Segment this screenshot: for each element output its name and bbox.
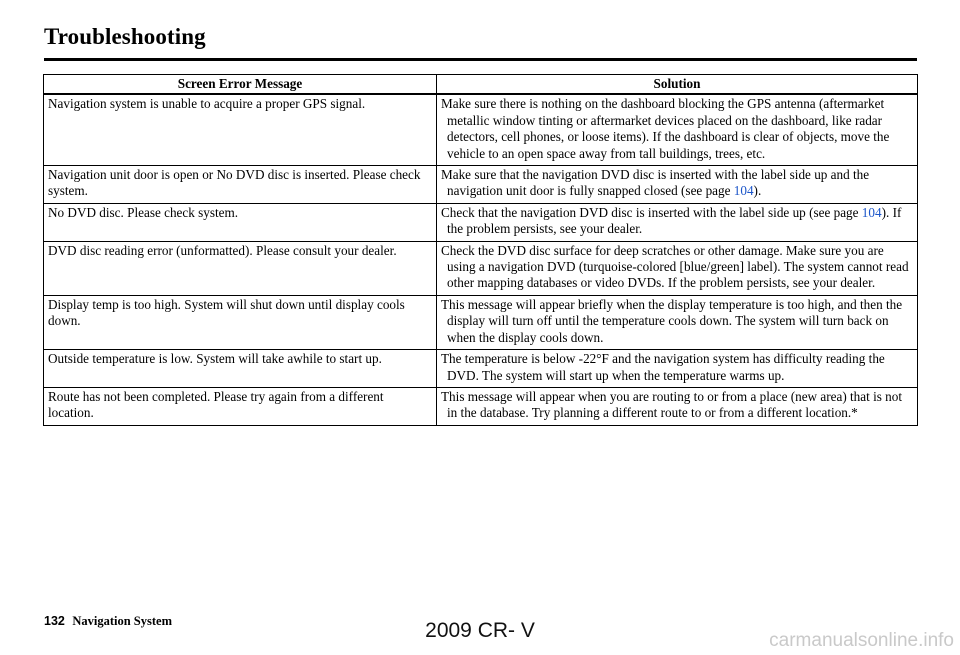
table-row xyxy=(44,241,918,295)
solution-cell xyxy=(437,166,918,204)
watermark: carmanualsonline.info xyxy=(769,630,954,651)
error-message-cell: Navigation system is unable to acquire a proper GPS signal. xyxy=(44,94,437,165)
table-row xyxy=(44,350,918,388)
table-row xyxy=(44,94,918,165)
solution-text: The temperature is below -22°F and the navigation system has difficulty reading the DVD. The system will start up when the temperature warms up. xyxy=(441,351,885,383)
solution-text: Make sure there is nothing on the dashboard blocking the GPS antenna (aftermarket metallic window tinting or aftermarket devices placed on the dashboard, like radar detectors, cell phones, or loose items). If the dashboard is clear of objects, move the vehicle to an open space away from tall buildings, trees, etc. xyxy=(441,96,890,161)
title-divider xyxy=(44,58,917,61)
solution-cell xyxy=(437,241,918,295)
error-message-cell: No DVD disc. Please check system. xyxy=(44,203,437,241)
error-message-cell: Navigation unit door is open or No DVD disc is inserted. Please check system. xyxy=(44,166,437,204)
error-message-cell: Route has not been completed. Please try again from a different location. xyxy=(44,387,437,425)
page-reference-link[interactable]: 104 xyxy=(733,183,754,199)
solution-text-end: ). xyxy=(753,183,762,199)
table-row xyxy=(44,203,918,241)
solution-cell xyxy=(437,203,918,241)
table-row xyxy=(44,295,918,349)
solution-text-start: Check that the navigation DVD disc is inserted with the label side up (see page xyxy=(441,204,862,220)
page-title: Troubleshooting xyxy=(44,24,206,49)
solution-cell xyxy=(437,94,918,165)
table-row xyxy=(44,166,918,204)
column-header-error-message: Screen Error Message xyxy=(44,75,437,95)
solution-cell xyxy=(437,387,918,425)
solution-text-end: ). If the problem persists, see your dealer. xyxy=(447,204,902,237)
table-header-row xyxy=(44,75,918,95)
column-header-solution: Solution xyxy=(437,75,918,95)
solution-cell xyxy=(437,295,918,349)
error-message-cell: Display temp is too high. System will shut down until display cools down. xyxy=(44,295,437,349)
solution-text-start: Make sure that the navigation DVD disc is inserted with the label side up and the navigation unit door is fully snapped closed (see page xyxy=(441,167,870,199)
troubleshooting-table xyxy=(43,74,918,426)
error-message-cell: Outside temperature is low. System will take awhile to start up. xyxy=(44,350,437,388)
solution-text: This message will appear when you are routing to or from a place (new area) that is not in the database. Try planning a different route to or from a different location.* xyxy=(441,388,903,421)
solution-text: Check the DVD disc surface for deep scratches or other damage. Make sure you are using a navigation DVD (turquoise-colored [blue/green] label). The system cannot read other mapping databases or video DVDs. If the problem persists, see your dealer. xyxy=(441,242,909,291)
section-name: Navigation System xyxy=(72,614,172,628)
table-row xyxy=(44,387,918,425)
page-number: 132 xyxy=(44,614,65,628)
solution-text: This message will appear briefly when the display temperature is too high, and then the display will turn off until the temperature cools down. The system will turn back on when the display cools down. xyxy=(441,296,903,345)
solution-text xyxy=(441,205,913,238)
page-reference-link[interactable]: 104 xyxy=(861,204,882,220)
error-message-cell: DVD disc reading error (unformatted). Please consult your dealer. xyxy=(44,241,437,295)
solution-text xyxy=(441,167,913,200)
solution-cell xyxy=(437,350,918,388)
vehicle-model: 2009 CR- V xyxy=(425,619,535,642)
